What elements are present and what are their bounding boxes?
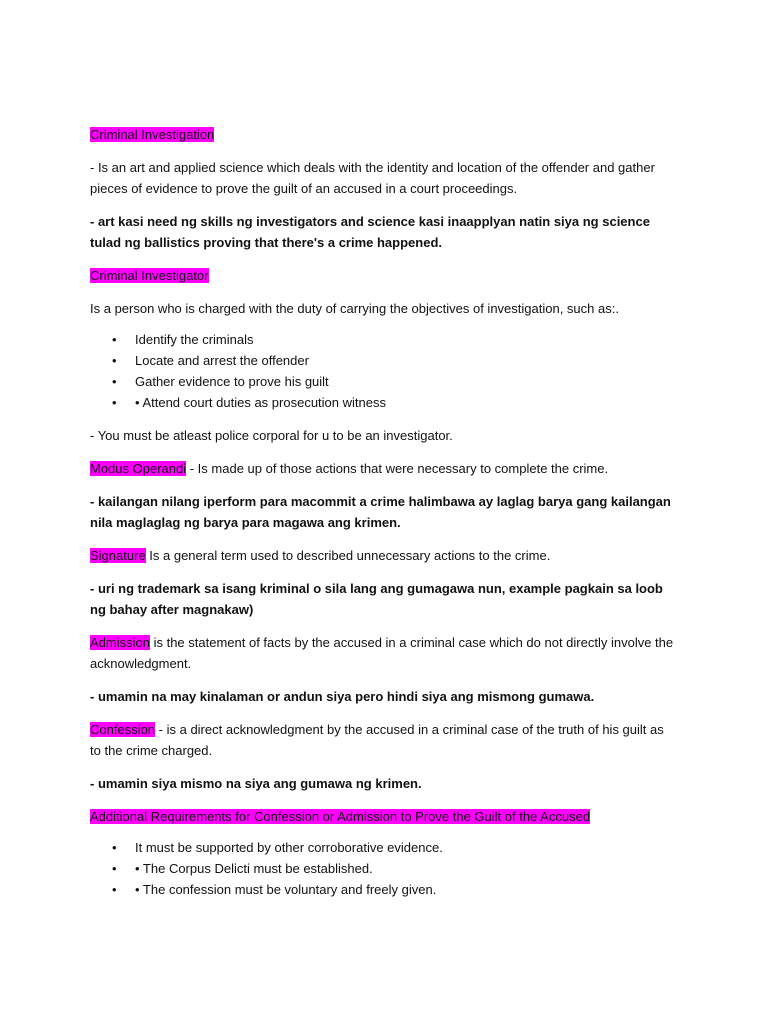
paragraph-criminal-investigation-definition: - Is an art and applied science which deals with the identity and location of the offender and gather pieces of evidence to prove the guilt of an accused in a court proceedings.	[90, 160, 655, 196]
paragraph-investigator-definition: Is a person who is charged with the duty of carrying the objectives of investigation, such as:.	[90, 301, 619, 316]
highlight-confession: Confession	[90, 722, 156, 737]
paragraph-confession	[90, 719, 676, 761]
highlight-additional-requirements: Additional Requirements for Confession or Admission to Prove the Guilt of the Accused	[90, 809, 591, 824]
heading-criminal-investigator	[90, 265, 676, 286]
heading-additional-requirements	[90, 806, 676, 827]
paragraph-admission-note: - umamin na may kinalaman or andun siya pero hindi siya ang mismong gumawa.	[90, 689, 595, 704]
list-item: • It must be supported by other corroborative evidence.	[90, 837, 676, 858]
paragraph-corporal-requirement: - You must be atleast police corporal for u to be an investigator.	[90, 428, 453, 443]
paragraph-modus-operandi	[90, 458, 676, 479]
modus-operandi-definition: - Is made up of those actions that were necessary to complete the crime.	[186, 461, 609, 476]
admission-definition: is the statement of facts by the accused in a criminal case which do not directly involve the acknowledgment.	[90, 635, 674, 671]
highlight-criminal-investigator: Criminal Investigator	[90, 268, 209, 283]
highlight-criminal-investigation: Criminal Investigation	[90, 127, 215, 142]
list-item: • Locate and arrest the offender	[90, 350, 676, 371]
heading-criminal-investigation	[90, 124, 676, 145]
highlight-signature: Signature	[90, 548, 146, 563]
list-item: • • The confession must be voluntary and freely given.	[90, 879, 676, 900]
paragraph-confession-note: - umamin siya mismo na siya ang gumawa ng krimen.	[90, 776, 422, 791]
signature-definition: Is a general term used to described unnecessary actions to the crime.	[145, 548, 551, 563]
paragraph-admission	[90, 632, 676, 674]
requirements-list	[90, 837, 676, 900]
list-item: • • Attend court duties as prosecution witness	[90, 392, 676, 413]
paragraph-criminal-investigation-note: - art kasi need ng skills ng investigators and science kasi inaapplyan natin siya ng science tulad ng ballistics proving that there's a crime happened.	[90, 214, 650, 250]
list-item: • Identify the criminals	[90, 329, 676, 350]
paragraph-signature	[90, 545, 676, 566]
highlight-modus-operandi: Modus Operandi	[90, 461, 187, 476]
highlight-admission: Admission	[90, 635, 150, 650]
paragraph-signature-note: - uri ng trademark sa isang kriminal o sila lang ang gumagawa nun, example pagkain sa loob ng bahay after magnakaw)	[90, 581, 663, 617]
objectives-list	[90, 329, 676, 413]
list-item: • • The Corpus Delicti must be established.	[90, 858, 676, 879]
list-item: • Gather evidence to prove his guilt	[90, 371, 676, 392]
confession-definition: - is a direct acknowledgment by the accused in a criminal case of the truth of his guilt as to the crime charged.	[90, 722, 664, 758]
paragraph-modus-operandi-note: - kailangan nilang iperform para macommit a crime halimbawa ay laglag barya gang kailangan nila maglaglag ng barya para magawa ang krimen.	[90, 494, 671, 530]
